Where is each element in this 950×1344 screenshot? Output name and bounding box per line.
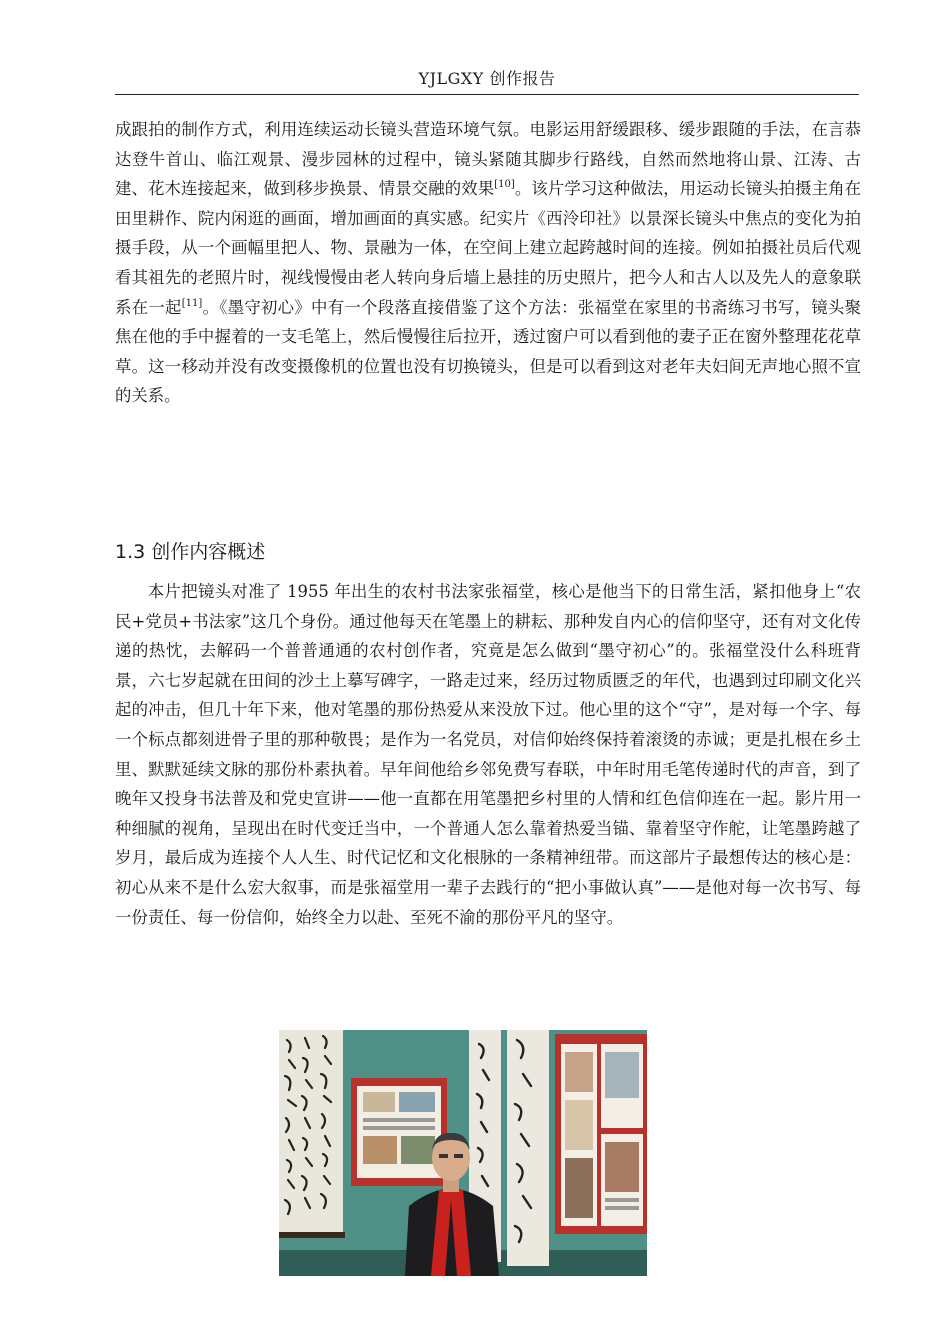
citation-11: [11]: [181, 297, 203, 309]
paragraph-1-part-1: 成跟拍的制作方式，利用连续运动长镜头营造环境气氛。电影运用舒缓跟移、缓步跟随的手法，在言恭达登牛首山、临江观景、漫步园林的过程中，镜头紧随其脚步行路线，自然而然地将山景、江涛、古建、花木连接起来，做到移步换景、情景交融的效果: [115, 120, 861, 199]
exhibition-poster-right: [555, 1034, 647, 1234]
paragraph-1-part-2: 。该片学习这种做法，用运动长镜头拍摄主角在田里耕作、院内闲逛的画面，增加画面的真实感。纪实片《西泠印社》以景深长镜头中焦点的变化为拍摄手段，从一个画幅里把人、物、景融为一体，在空间上建立起跨越时间的连接。例如拍摄社员后代观看其祖先的老照片时，视线慢慢由老人转向身后墙上悬挂的历史照片，把今人和古人以及先人的意象联系在一起: [115, 179, 862, 317]
header-title: YJLGXY 创作报告: [418, 69, 556, 88]
exhibition-poster-left: [351, 1078, 447, 1186]
body-paragraph-1: [115, 115, 861, 411]
body-paragraph-2: 本片把镜头对准了 1955 年出生的农村书法家张福堂，核心是他当下的日常生活，紧扣他身上“农民+党员+书法家”这几个身份。通过他每天在笔墨上的耕耘、那种发自内心的信仰坚守，还有对文化传递的热忱，去解码一个普普通通的农村创作者，究竟是怎么做到“墨守初心”的。张福堂没什么科班背景，六七岁起就在田间的沙土上摹写碑字，一路走过来，经历过物质匮乏的年代，也遇到过印刷文化兴起的冲击，但几十年下来，他对笔墨的那份热爱从来没放下过。他心里的这个“守”，是对每一个字、每一个标点都刻进骨子里的那种敬畏；是作为一名党员，对信仰始终保持着滚烫的赤诚；更是扎根在乡土里、默默延续文脉的那份朴素执着。早年间他给乡邻免费写春联，中年时用毛笔传递时代的声音，到了晚年又投身书法普及和党史宣讲——他一直都在用笔墨把乡村里的人情和红色信仰连在一起。影片用一种细腻的视角，呈现出在时代变迁当中，一个普通人怎么靠着热爱当锚、靠着坚守作舵，让笔墨跨越了岁月，最后成为连接个人人生、时代记忆和文化根脉的一条精神纽带。而这部片子最想传达的核心是：初心从来不是什么宏大叙事，而是张福堂用一辈子去践行的“把小事做认真”——是他对每一次书写、每一份责任、每一份信仰，始终全力以赴、至死不渝的那份平凡的坚守。: [115, 582, 861, 927]
calligraphy-scroll-left: [279, 1030, 345, 1238]
citation-10: [10]: [494, 179, 515, 191]
page-header: [115, 66, 859, 95]
paragraph-1-part-3: 。《墨守初心》中有一个段落直接借鉴了这个方法：张福堂在家里的书斋练习书写，镜头聚焦在他的手中握着的一支毛笔上，然后慢慢往后拉开，透过窗户可以看到他的妻子正在窗外整理花花草草。这一移动并没有改变摄像机的位置也没有切换镜头，但是可以看到这对老年夫妇间无声地心照不宣的关系。: [115, 297, 861, 406]
exhibition-photo: [279, 1030, 647, 1276]
section-heading: 1.3 创作内容概述: [115, 541, 266, 563]
